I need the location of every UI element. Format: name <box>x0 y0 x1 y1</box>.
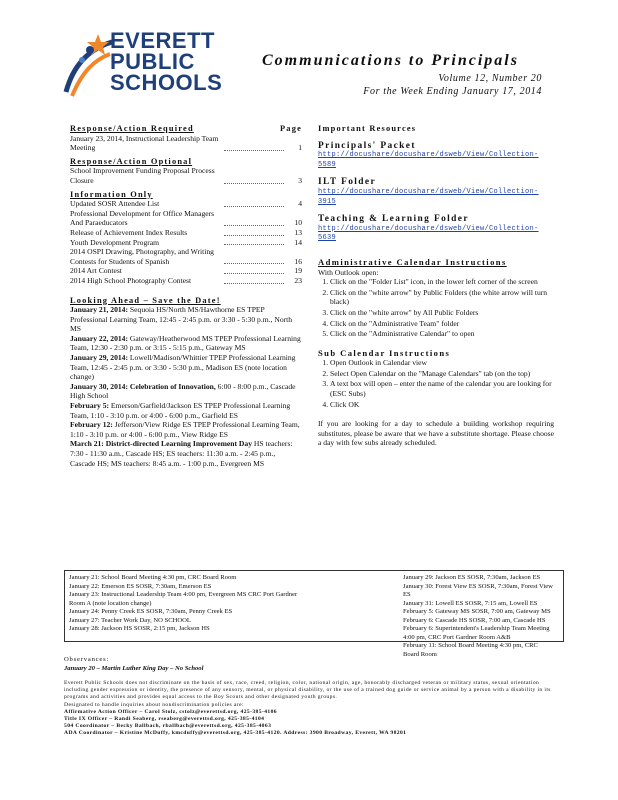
toc-item-text: January 23, 2014, Instructional Leadership Team Meeting <box>70 133 219 153</box>
event-details: Emerson/Garfield/Jackson ES TPEP Professional Learning Team, 1:10 - 3:10 p.m. or 4:00 - 6:00 p.m., Garfield ES <box>70 401 291 420</box>
calendar-entry: February 6: Superintendent's Leadership Team Meeting 4:00 pm, CRC Port Gardner Room A&B <box>403 625 550 641</box>
toc-item-text: School Improvement Funding Proposal Process Closure <box>70 166 215 185</box>
calendar-box <box>64 570 564 658</box>
looking-ahead-item <box>70 420 302 439</box>
toc-row <box>70 134 302 153</box>
leader-dots <box>224 225 284 226</box>
calendar-entry: January 21: School Board Meeting 4:30 pm, CRC Board Room <box>69 574 237 581</box>
info-list <box>70 199 302 285</box>
instruction-step: 3. A text box will open – enter the name of the calendar you are looking for (ESC Subs) <box>330 379 554 398</box>
toc-row <box>70 247 302 266</box>
leader-dots <box>224 244 284 245</box>
leader-dots <box>224 206 284 207</box>
right-column <box>318 124 554 448</box>
instruction-step: 5. Click on the "Administrative Calendar" to open <box>330 329 554 339</box>
calendar-left-list <box>69 574 305 634</box>
looking-ahead-item <box>70 439 302 468</box>
contacts-intro: Designated to handle inquiries about nondiscrimination policies are: <box>64 701 244 708</box>
logo-line-1: EVERETT <box>110 28 215 53</box>
toc-item-page: 13 <box>294 227 302 237</box>
star-swoosh-icon <box>62 32 114 102</box>
ilt-heading: ILT Folder <box>318 177 377 188</box>
resources-heading: Important Resources <box>318 124 417 133</box>
toc-item-page: 19 <box>294 266 302 276</box>
looking-ahead-heading: Looking Ahead – Save the Date! <box>70 295 221 305</box>
toc-item-page: 23 <box>294 275 302 285</box>
calendar-entry: January 31: Lowell ES SOSR, 7:15 am, Lowell ES <box>403 599 538 607</box>
calendar-entry: February 11: School Board Meeting 4:30 pm, CRC Board Room <box>403 642 538 658</box>
toc-row <box>70 228 302 238</box>
aao-contact: Affirmative Action Officer – Carol Stolz, cstolz@everettsd.org, 425-385-4106 <box>64 708 277 715</box>
required-list <box>70 134 302 153</box>
optional-list <box>70 166 302 185</box>
instruction-step: 2. Click on the "white arrow" by Public Folders (the white arrow will turn black) <box>330 288 554 307</box>
leader-dots <box>224 183 284 184</box>
logo-line-3: SCHOOLS <box>110 70 223 95</box>
leader-dots <box>224 273 284 274</box>
week-ending: For the Week Ending January 17, 2014 <box>363 86 542 97</box>
page-title: Communications to Principals <box>262 52 519 69</box>
district-logo <box>62 28 232 110</box>
sub-calendar-heading: Sub Calendar Instructions <box>318 347 451 358</box>
toc-row <box>70 209 302 228</box>
calendar-right-list <box>403 574 553 659</box>
c504-contact: 504 Coordinator – Becky Ballbach, rballbach@everettsd.org, 425-385-4063 <box>64 723 272 730</box>
toc-item-text: 2014 High School Photography Contest <box>70 275 192 285</box>
volume-number: Volume 12, Number 20 <box>438 73 542 84</box>
event-date: February 5: <box>70 401 110 411</box>
nondiscrimination-statement: Everett Public Schools does not discriminate on the basis of sex, race, creed, religion, color, national origin, age, honorably discharged veteran or military status, sexual orientation including gender expression or identity, the presence of any sensory, mental, or physical disability, or the use of a trained dog guide or service animal by a person with a disability in its programs and activities and provides equal access to the Boy Scouts and other designated youth groups. <box>64 680 551 701</box>
observances <box>64 656 554 673</box>
looking-ahead-item <box>70 401 302 420</box>
toc-row <box>70 199 302 209</box>
event-date: January 29, 2014: <box>70 353 129 363</box>
admin-calendar-heading: Administrative Calendar Instructions <box>318 256 507 267</box>
event-date: January 30, 2014: Celebration of Innovation, <box>70 381 216 391</box>
event-details: 6:00 - 8:00 p.m., Cascade High School <box>70 381 296 401</box>
sub-note: If you are looking for a day to schedule a building workshop requiring substitutes, please be aware that we have a substitute shortage. Please choose a day with few subs already scheduled. <box>318 419 554 448</box>
packet-heading: Principals' Packet <box>318 140 416 151</box>
tl-heading: Teaching & Learning Folder <box>318 214 469 225</box>
event-date: January 22, 2014: <box>70 333 129 343</box>
title9-contact: Title IX Officer – Randi Seaberg, rseaberg@everettsd.org, 425-385-4104 <box>64 716 265 723</box>
calendar-entry: January 24: Penny Creek ES SOSR, 7:30am, Penny Creek ES <box>69 608 233 615</box>
toc-item-text: 2014 OSPI Drawing, Photography, and Writing Contests for Students of Spanish <box>70 247 214 266</box>
observances-heading: Observances: <box>64 656 110 663</box>
toc-item-page: 4 <box>298 199 302 209</box>
issue-info <box>363 72 542 98</box>
toc-row <box>70 238 302 248</box>
sub-steps-list <box>318 358 554 409</box>
instruction-step: 4. Click OK <box>330 400 554 410</box>
calendar-entry: January 29: Jackson ES SOSR, 7:30am, Jackson ES <box>403 574 541 581</box>
instruction-step: 2. Select Open Calendar on the "Manage Calendars" tab (on the top) <box>330 369 554 379</box>
toc-item-text: Release of Achievement Index Results <box>70 227 188 237</box>
event-details: Gateway/Heatherwood MS TPEP Professional Learning Team, 12:30 - 2:30 p.m. or 3:15 - 5:15 p.m., Gateway MS <box>70 333 301 353</box>
instruction-step: 3. Click on the "white arrow" by All Public Folders <box>330 308 554 318</box>
leader-dots <box>224 283 284 284</box>
looking-ahead-item <box>70 353 302 382</box>
optional-heading: Response/Action Optional <box>70 156 193 166</box>
packet-link[interactable]: http://docushare/docushare/dsweb/View/Collection-5589 <box>318 151 539 169</box>
toc-item-page: 16 <box>294 256 302 266</box>
toc-item-page: 14 <box>294 237 302 247</box>
toc-item-page: 10 <box>294 218 302 228</box>
toc-item-page: 1 <box>298 143 302 153</box>
required-heading: Response/Action Required <box>70 124 194 133</box>
calendar-entry: January 23: Instructional Leadership Team 4:00 pm, Evergreen MS CRC Port Gardner Room A (note location change) <box>69 591 298 607</box>
logo-line-2: PUBLIC <box>110 49 195 74</box>
toc-item-text: Updated SOSR Attendee List <box>70 199 160 209</box>
instruction-step: 1. Click on the "Folder List" icon, in the lower left corner of the screen <box>330 277 554 287</box>
leader-dots <box>224 150 284 151</box>
admin-steps-list <box>318 277 554 339</box>
event-date: January 21, 2014: <box>70 305 129 315</box>
ilt-link[interactable]: http://docushare/docushare/dsweb/View/Collection-3915 <box>318 187 539 206</box>
nondiscrimination-footer <box>64 680 554 738</box>
event-date: February 12: <box>70 420 113 430</box>
looking-ahead-item <box>70 334 302 353</box>
calendar-entry: February 6: Cascade HS SOSR, 7:00 am, Cascade HS <box>403 616 546 624</box>
leader-dots <box>224 263 284 264</box>
tl-link[interactable]: http://docushare/docushare/dsweb/View/Collection-5639 <box>318 224 539 243</box>
calendar-entry: February 5: Gateway MS SOSR, 7:00 am, Gateway MS <box>403 608 551 615</box>
toc-row <box>70 276 302 286</box>
event-details: Sequoia HS/North MS/Hawthorne ES TPEP Professional Learning Team, 12:45 - 2:45 p.m. or 3:30 - 5:30 p.m., North MS <box>70 305 293 334</box>
page-column-heading: Page <box>279 124 302 133</box>
looking-ahead-list <box>70 305 302 468</box>
toc-item-text: Professional Development for Office Managers And Paraeducators <box>70 208 215 228</box>
calendar-entry: January 27: Teacher Work Day, NO SCHOOL <box>69 616 191 624</box>
calendar-entry: January 22: Emerson ES SOSR, 7:30am, Emerson ES <box>69 582 212 590</box>
looking-ahead-item <box>70 382 302 401</box>
instruction-step: 1. Open Outlook in Calendar view <box>330 358 554 368</box>
toc-item-text: 2014 Art Contest <box>70 266 122 276</box>
instruction-step: 4. Click on the "Administrative Team" folder <box>330 319 554 329</box>
calendar-entry: January 28: Jackson HS SOSR, 2:15 pm, Jackson HS <box>69 625 210 632</box>
left-column <box>70 124 302 468</box>
toc-item-page: 3 <box>298 175 302 185</box>
ada-contact: ADA Coordinator – Kristine McDuffy, kmcduffy@everettsd.org, 425-385-4120. Address: 3900 Broadway, Everett, WA 98201 <box>64 730 407 737</box>
event-details: Jefferson/View Ridge ES TPEP Professional Learning Team, 1:10 - 3:10 p.m. or 4:00 - 6:00 p.m., View Ridge ES <box>70 420 300 439</box>
info-heading: Information Only <box>70 189 153 199</box>
toc-row <box>70 266 302 276</box>
admin-intro: With Outlook open: <box>318 267 379 277</box>
event-date: March 21: District-directed Learning Improvement Day <box>70 439 253 449</box>
toc-row <box>70 166 302 185</box>
looking-ahead-item <box>70 305 302 334</box>
leader-dots <box>224 235 284 236</box>
observance-item: January 20 – Martin Luther King Day – No School <box>64 664 204 672</box>
toc-item-text: Youth Development Program <box>70 237 160 247</box>
event-details: HS teachers: 7:30 - 11:30 a.m., Cascade HS; ES teachers: 11:30 a.m. - 2:45 p.m., Cascade HS; MS teachers: 8:45 a.m. - 1:00 p.m., Evergreen MS <box>70 439 293 468</box>
event-details: Lowell/Madison/Whittier TPEP Professional Learning Team, 12:45 - 2:45 p.m. or 3:30 - 5:30 p.m., Madison ES (note location change) <box>70 353 296 382</box>
calendar-entry: January 30: Forest View ES SOSR, 7:30am, Forest View ES <box>403 582 553 598</box>
